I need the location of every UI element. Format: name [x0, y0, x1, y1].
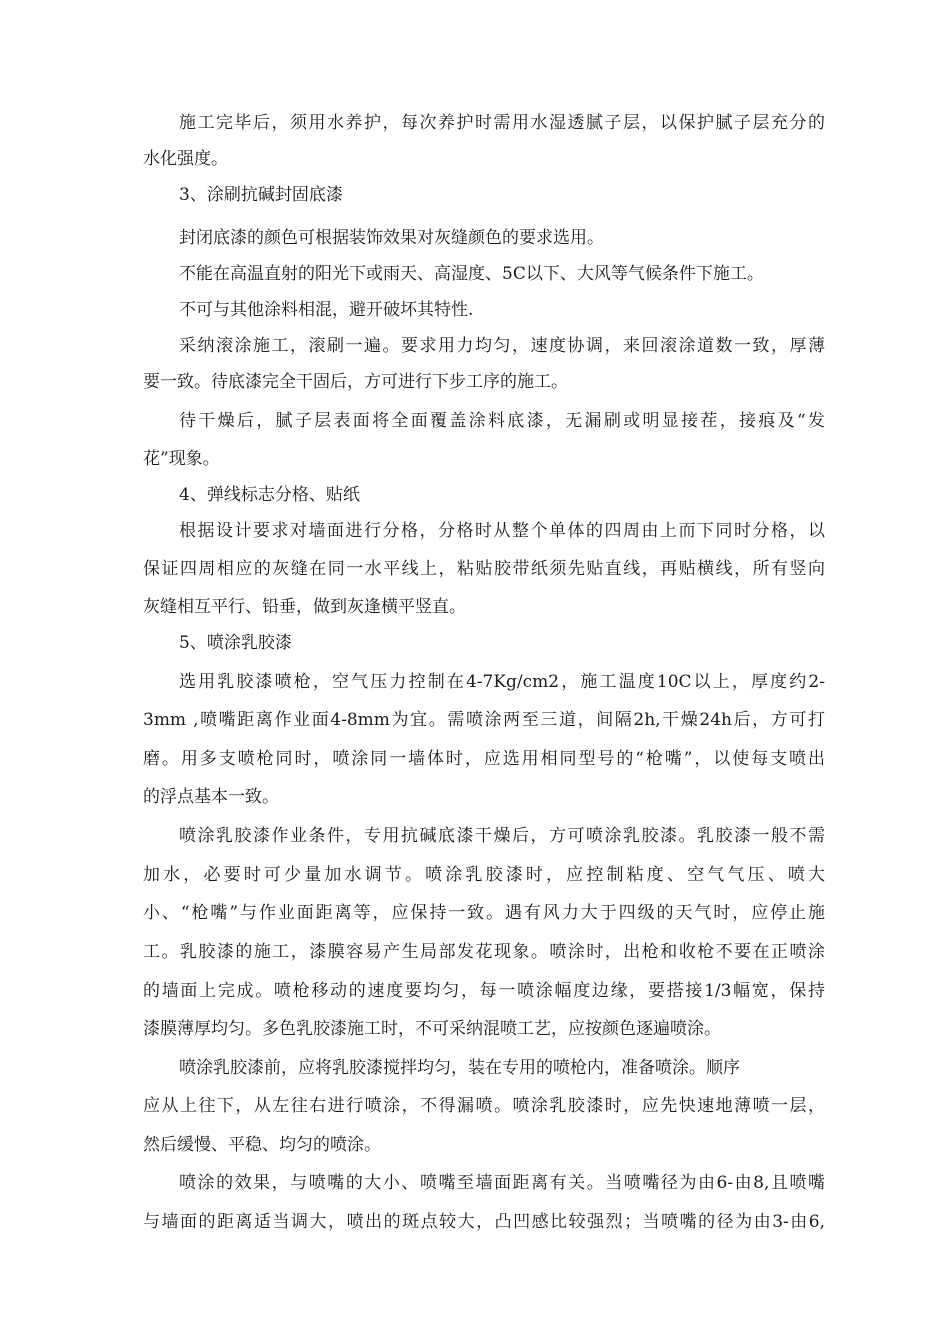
text-line: 不可与其他涂料相混，避开破坏其特性.	[179, 300, 474, 320]
text-line: 喷涂乳胶漆前，应将乳胶漆搅拌均匀，装在专用的喷枪内，准备喷涂。顺序	[179, 1058, 740, 1078]
text-line: 喷涂乳胶漆作业条件，专用抗碱底漆干燥后，方可喷涂乳胶漆。乳胶漆一般不需	[179, 826, 825, 846]
text-line: 保证四周相应的灰缝在同一水平线上，粘贴胶带纸须先贴直线，再贴横线，所有竖向	[143, 559, 825, 579]
section-heading: 3、涂刷抗碱封固底漆	[179, 185, 343, 205]
text-line: 漆膜薄厚均匀。多色乳胶漆施工时，不可采纳混喷工艺，应按颜色逐遍喷涂。	[143, 1019, 721, 1039]
text-line: 施工完毕后，须用水养护，每次养护时需用水湿透腻子层，以保护腻子层充分的	[179, 113, 825, 133]
text-line: 花”现象。	[143, 449, 220, 469]
text-line: 喷涂的效果，与喷嘴的大小、喷嘴至墙面距离有关。当喷嘴径为由6-由8,且喷嘴	[179, 1173, 825, 1193]
text-line: 然后缓慢、平稳、均匀的喷涂。	[143, 1135, 381, 1155]
text-line: 工。乳胶漆的施工，漆膜容易产生局部发花现象。喷涂时，出枪和收枪不要在正喷涂	[143, 942, 825, 962]
text-line: 灰缝相互平行、铅垂，做到灰逢横平竖直。	[143, 597, 466, 617]
text-line: 与墙面的距离适当调大，喷出的斑点较大，凸凹感比较强烈；当喷嘴的径为由3-由6,	[143, 1212, 825, 1232]
text-line: 应从上往下，从左往右进行喷涂，不得漏喷。喷涂乳胶漆时，应先快速地薄喷一层，	[143, 1096, 825, 1116]
section-heading: 5、喷涂乳胶漆	[179, 633, 292, 653]
text-line: 采纳滚涂施工，滚刷一遍。要求用力均匀，速度协调，来回滚涂道数一致，厚薄	[179, 336, 825, 356]
text-line: 加水，必要时可少量加水调节。喷涂乳胶漆时，应控制粘度、空气气压、喷大	[143, 865, 825, 885]
text-line: 小、“枪嘴”与作业面距离等，应保持一致。遇有风力大于四级的天气时，应停止施	[143, 903, 825, 923]
text-line: 不能在高温直射的阳光下或雨天、高湿度、5C以下、大风等气候条件下施工。	[179, 264, 764, 284]
text-line: 的浮点基本一致。	[143, 787, 279, 807]
text-line: 水化强度。	[143, 149, 228, 169]
text-line: 磨。用多支喷枪同时，喷涂同一墙体时，应选用相同型号的“枪嘴”，以使每支喷出	[143, 749, 825, 769]
text-line: 选用乳胶漆喷枪，空气压力控制在4-7Kg/cm2，施工温度10C以上，厚度约2-	[179, 672, 825, 692]
text-line: 3mm ,喷嘴距离作业面4-8mm为宜。需喷涂两至三道，间隔2h,干燥24h后，方可打	[143, 710, 825, 730]
text-line: 的墙面上完成。喷枪移动的速度要均匀，每一喷涂幅度边缘，要搭接1/3幅宽，保持	[143, 981, 825, 1001]
text-line: 根据设计要求对墙面进行分格，分格时从整个单体的四周由上而下同时分格，以	[179, 521, 825, 541]
text-line: 待干燥后，腻子层表面将全面覆盖涂料底漆，无漏刷或明显接茬，接痕及“发	[179, 411, 825, 431]
section-heading: 4、弹线标志分格、贴纸	[179, 485, 360, 505]
text-line: 封闭底漆的颜色可根据装饰效果对灰缝颜色的要求选用。	[179, 228, 604, 248]
text-line: 要一致。待底漆完全干固后，方可进行下步工序的施工。	[143, 372, 568, 392]
